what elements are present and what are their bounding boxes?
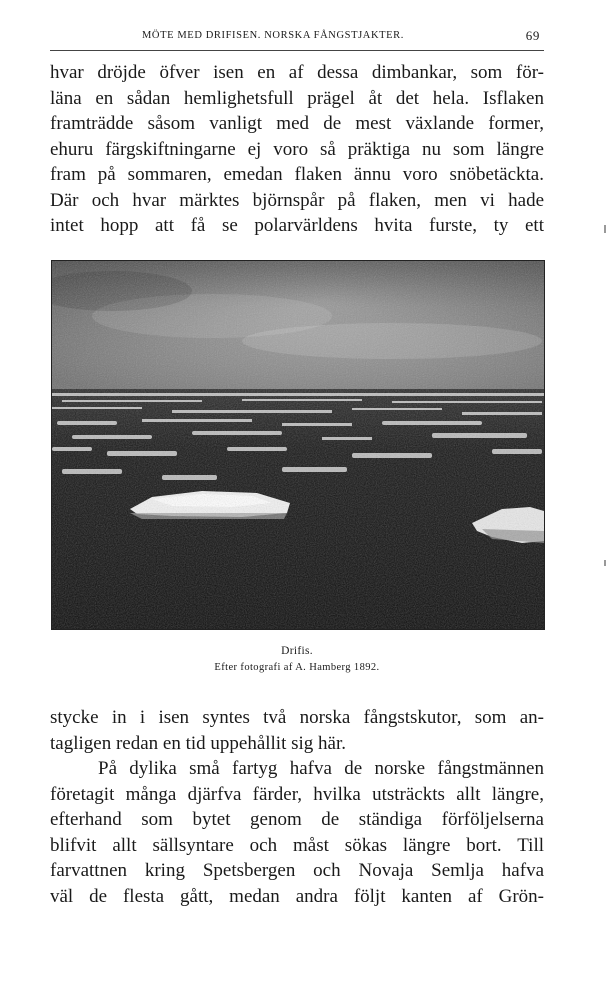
text-line: läna en sådan hemlighetsfull prägel åt det hela. Isflaken	[50, 87, 544, 109]
text-line: På dylika små fartyg hafva de norske fångstmännen	[98, 758, 544, 779]
page-edge-mark	[604, 225, 606, 233]
running-head	[50, 28, 546, 46]
running-head-title: MÖTE MED DRIFISEN. NORSKA FÅNGSTJAKTER.	[142, 30, 405, 41]
text-line: intet hopp att få se polarvärldens hvita furste, ty ett	[50, 215, 544, 236]
text-line: Där och hvar märktes björnspår på flaken, men vi hade	[50, 189, 544, 211]
text-line: väl de flesta gått, medan andra följt kanten af Grön-	[50, 885, 544, 907]
page-number: 69	[525, 28, 540, 43]
page-edge-mark	[604, 560, 606, 566]
text-line: fram på sommaren, emedan flaken ännu voro snöbetäckta.	[50, 164, 544, 185]
paragraph-after-figure	[50, 705, 544, 909]
drift-ice-photograph	[51, 260, 545, 630]
header-rule	[50, 50, 544, 51]
text-line: hvar dröjde öfver isen en af dessa dimbankar, som för-	[50, 62, 544, 83]
text-line: företagit många djärfva färder, hvilka utsträckts allt längre,	[50, 783, 544, 805]
text-line: tagligen redan en tid uppehållit sig här.	[50, 732, 347, 754]
figure-caption-credit: Efter fotografi af A. Hamberg 1892.	[214, 662, 380, 673]
text-line: stycke in i isen syntes två norska fångstskutor, som an-	[50, 707, 544, 728]
text-line: efterhand som bytet genom de ständiga förföljelserna	[50, 809, 544, 830]
text-line: blifvit allt sällsyntare och måst sökas längre bort. Till	[50, 834, 544, 856]
text-line: framträdde såsom vanligt med de mest växlande former,	[50, 113, 544, 134]
figure-caption-title: Drifis.	[281, 645, 313, 657]
text-line: ehuru färgskiftningarne ej voro så präktiga nu som längre	[50, 138, 544, 160]
text-line: farvattnen kring Spetsbergen och Novaja Semlja hafva	[50, 860, 544, 881]
paragraph-before-figure	[50, 60, 544, 239]
